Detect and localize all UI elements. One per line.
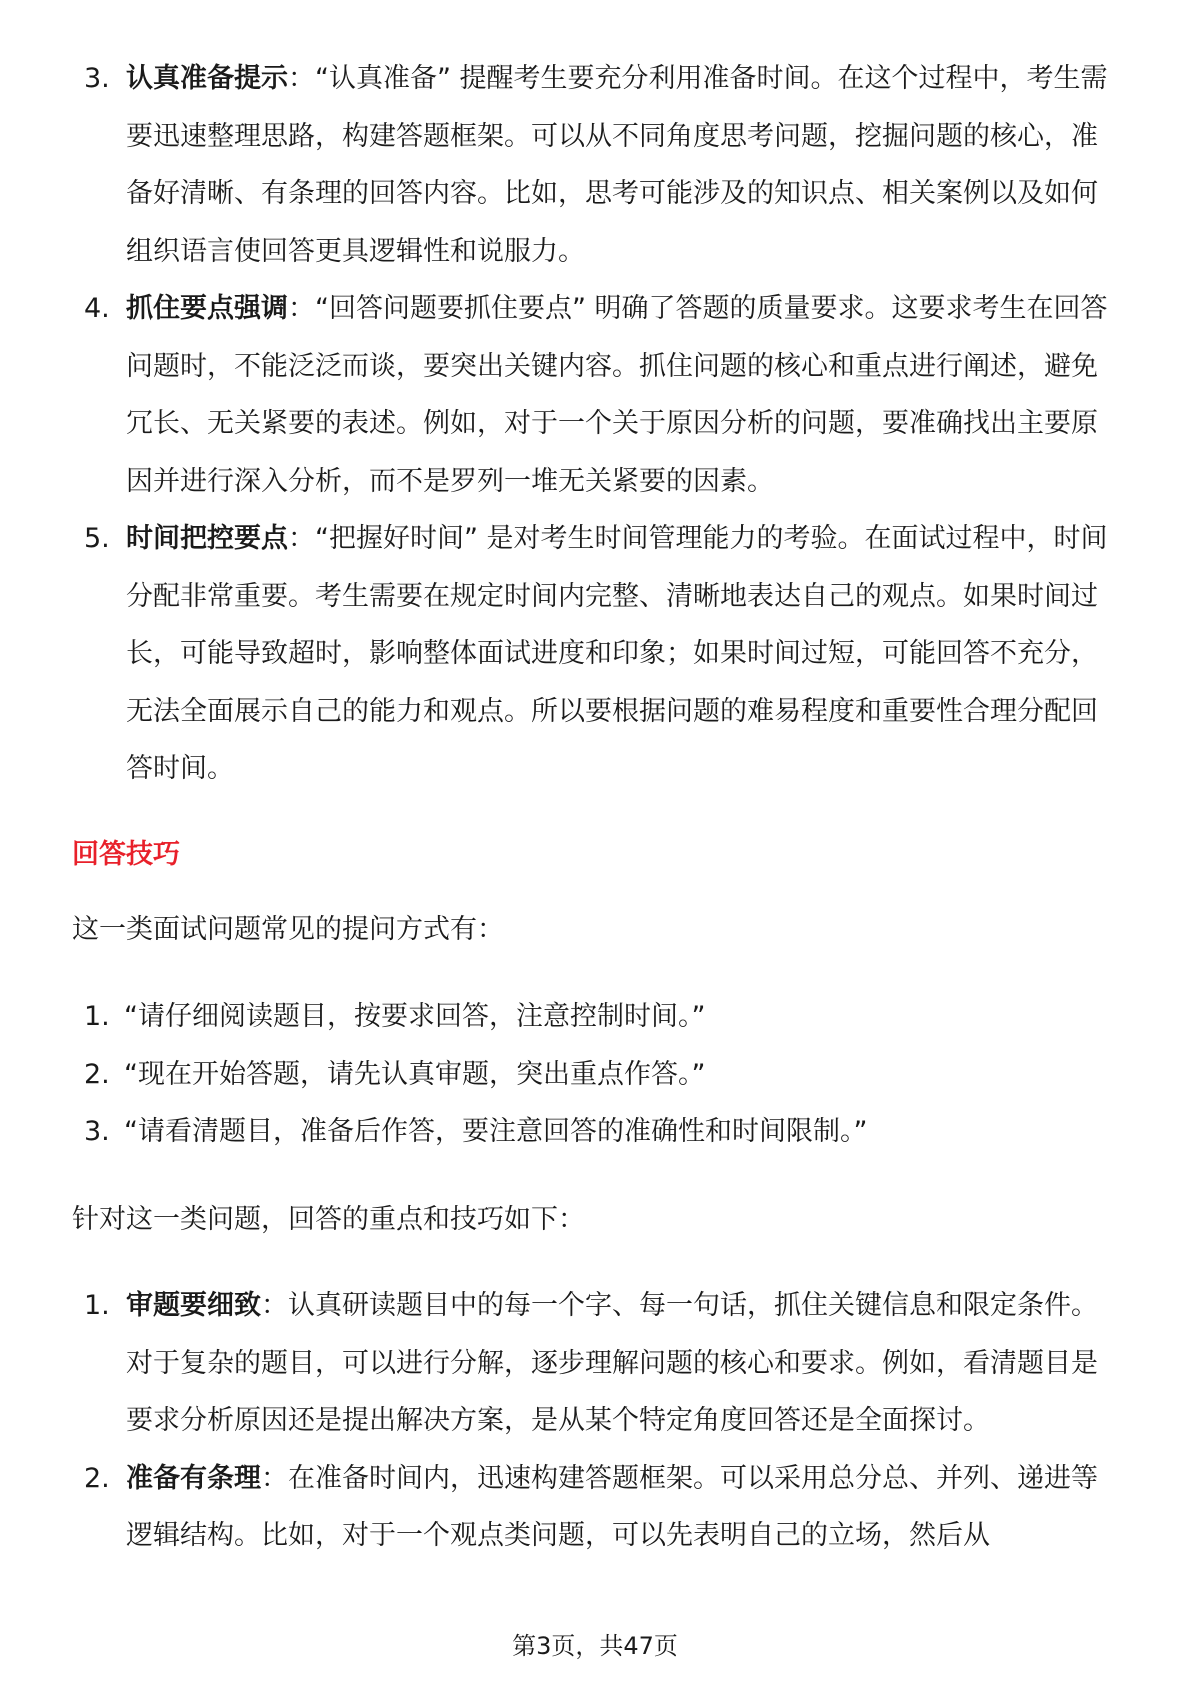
list-item (0, 280, 1190, 510)
list-item (0, 510, 1190, 798)
item-number: 1. (84, 1001, 110, 1032)
page-footer: 第3页，共47页 (512, 1632, 678, 1660)
list-item (0, 1103, 1190, 1161)
item-term: 准备有条理 (126, 1462, 261, 1494)
intro-text: 这一类面试问题常见的提问方式有： (72, 914, 504, 945)
list-item (0, 988, 1190, 1046)
questions-list (0, 988, 1190, 1161)
item-number: 3. (84, 63, 110, 94)
section-heading: 回答技巧 (72, 839, 180, 870)
item-text: ：在准备时间内，迅速构建答题框架。可以采用总分总、并列、递进等逻辑结构。比如，对于一个观点类问题，可以先表明自己的立场，然后从 (126, 1462, 1098, 1551)
list-item (0, 1046, 1190, 1104)
item-term: 时间把控要点 (126, 523, 288, 554)
item-text: ：“把握好时间” 是对考生时间管理能力的考验。在面试过程中，时间分配非常重要。考生需要在规定时间内完整、清晰地表达自己的观点。如果时间过长，可能导致超时，影响整体面试进度和印象；如果时间过短，可能回答不充分，无法全面展示自己的能力和观点。所以要根据问题的难易程度和重要性合理分配回答时间。 (126, 523, 1108, 784)
item-number: 1. (84, 1290, 110, 1321)
item-term: 抓住要点强调 (126, 293, 288, 324)
item-text: “请仔细阅读题目，按要求回答，注意控制时间。” (124, 1001, 706, 1032)
item-text: ：“回答问题要抓住要点” 明确了答题的质量要求。这要求考生在回答问题时，不能泛泛而谈，要突出关键内容。抓住问题的核心和重点进行阐述，避免冗长、无关紧要的表述。例如，对于一个关于原因分析的问题，要准确找出主要原因并进行深入分析，而不是罗列一堆无关紧要的因素。 (126, 293, 1108, 497)
item-text: “现在开始答题，请先认真审题，突出重点作答。” (124, 1058, 706, 1090)
list-item (0, 1450, 1190, 1565)
item-number: 5. (84, 523, 110, 554)
points-list (0, 50, 1190, 798)
tips-intro-text: 针对这一类问题，回答的重点和技巧如下： (72, 1204, 585, 1235)
list-item (0, 50, 1190, 280)
item-number: 2. (84, 1462, 110, 1494)
item-term: 审题要细致 (126, 1290, 261, 1321)
item-number: 2. (84, 1058, 110, 1090)
item-text: ：认真研读题目中的每一个字、每一句话，抓住关键信息和限定条件。对于复杂的题目，可以进行分解，逐步理解问题的核心和要求。例如，看清题目是要求分析原因还是提出解决方案，是从某个特定角度回答还是全面探讨。 (126, 1290, 1098, 1436)
item-text: “请看清题目，准备后作答，要注意回答的准确性和时间限制。” (124, 1116, 868, 1147)
tips-list (0, 1277, 1190, 1565)
item-number: 3. (84, 1116, 110, 1147)
item-term: 认真准备提示 (126, 63, 288, 94)
list-item (0, 1277, 1190, 1450)
item-text: ：“认真准备” 提醒考生要充分利用准备时间。在这个过程中，考生需要迅速整理思路，构建答题框架。可以从不同角度思考问题，挖掘问题的核心，准备好清晰、有条理的回答内容。比如，思考可能涉及的知识点、相关案例以及如何组织语言使回答更具逻辑性和说服力。 (126, 63, 1108, 267)
item-number: 4. (84, 293, 110, 324)
